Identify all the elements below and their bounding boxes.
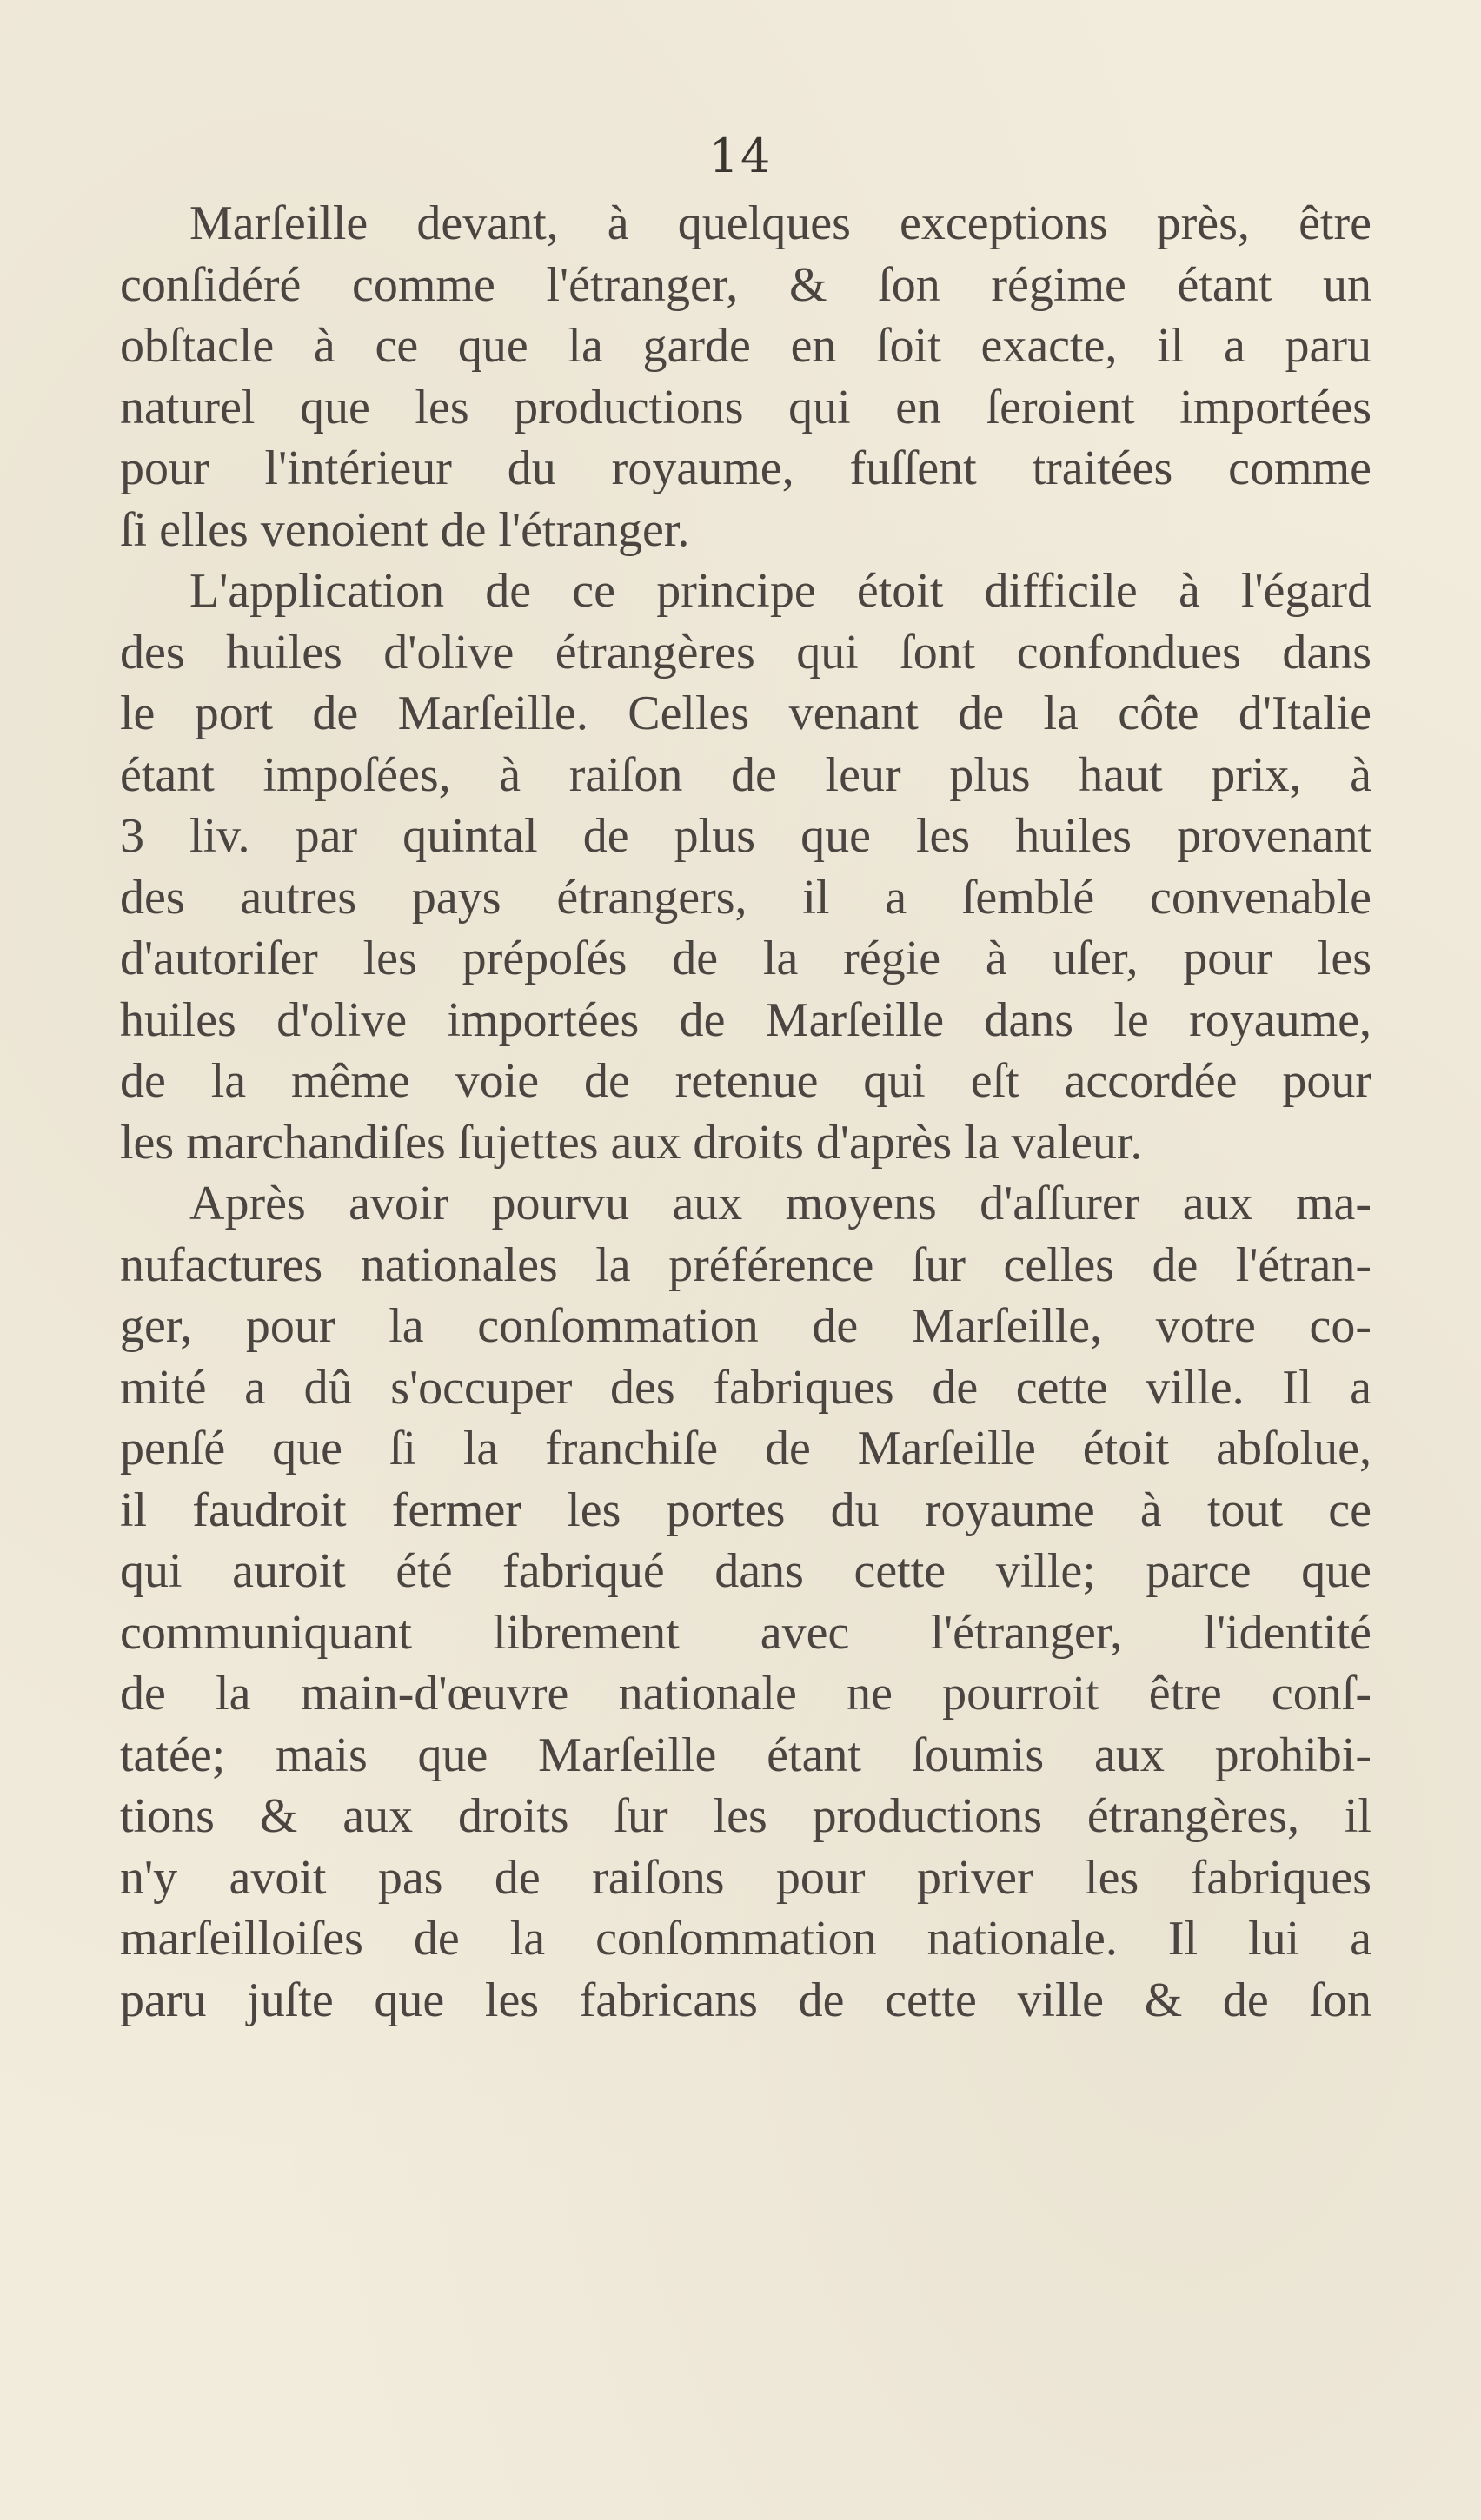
text-line: obſtacle à ce que la garde en ſoit exacte, il a paru [120,319,1371,373]
text-line: des huiles d'olive étrangères qui ſont confondues dans [120,625,1371,680]
text-line: il faudroit fermer les portes du royaume à tout ce [120,1482,1371,1537]
text-line: conſidéré comme l'étranger, & ſon régime étant un [120,257,1371,312]
body-text [120,193,1371,2031]
text-line: paru juſte que les fabricans de cette ville & de ſon [120,1973,1371,2027]
text-line: marſeilloiſes de la conſommation nationale. Il lui a [120,1912,1371,1966]
text-line: les marchandiſes ſujettes aux droits d'après la valeur. [120,1115,1143,1170]
text-line: d'autoriſer les prépoſés de la régie à uſer, pour les [120,932,1371,985]
text-line: Marſeille devant, à quelques exceptions près, être [189,196,1371,250]
text-line: le port de Marſeille. Celles venant de la côte d'Italie [120,686,1371,740]
text-line: ſi elles venoient de l'étranger. [120,502,690,557]
text-line: tions & aux droits ſur les productions étrangères, il [120,1789,1371,1843]
text-line: de la même voie de retenue qui eſt accordée pour [120,1054,1371,1108]
text-line: ger, pour la conſommation de Marſeille, votre co- [120,1299,1371,1353]
text-line: étant impoſées, à raiſon de leur plus haut prix, à [120,747,1371,802]
text-line: tatée; mais que Marſeille étant ſoumis aux prohibi- [120,1728,1371,1782]
text-line: n'y avoit pas de raiſons pour priver les fabriques [120,1850,1371,1905]
text-line: huiles d'olive importées de Marſeille dans le royaume, [120,992,1371,1047]
text-line: mité a dû s'occuper des fabriques de cette ville. Il a [120,1360,1371,1415]
text-line: L'application de ce principe étoit difficile à l'égard [189,564,1371,618]
text-line: nufactures nationales la préférence ſur celles de l'étran- [120,1237,1371,1292]
text-line: qui auroit été fabriqué dans cette ville; parce que [120,1544,1371,1598]
text-line: naturel que les productions qui en ſeroient importées [120,380,1371,434]
text-line: communiquant librement avec l'étranger, l'identité [120,1605,1371,1660]
text-line: pour l'intérieur du royaume, fuſſent traitées comme [120,441,1371,495]
text-line: Après avoir pourvu aux moyens d'aſſurer aux ma- [189,1177,1371,1230]
text-line: penſé que ſi la franchiſe de Marſeille étoit abſolue, [120,1422,1371,1476]
text-line: des autres pays étrangers, il a ſemblé convenable [120,870,1371,925]
text-line: 3 liv. par quintal de plus que les huiles provenant [120,809,1371,863]
text-line: de la main-d'œuvre nationale ne pourroit être conſ- [120,1667,1371,1721]
page-number: 14 [708,129,773,183]
